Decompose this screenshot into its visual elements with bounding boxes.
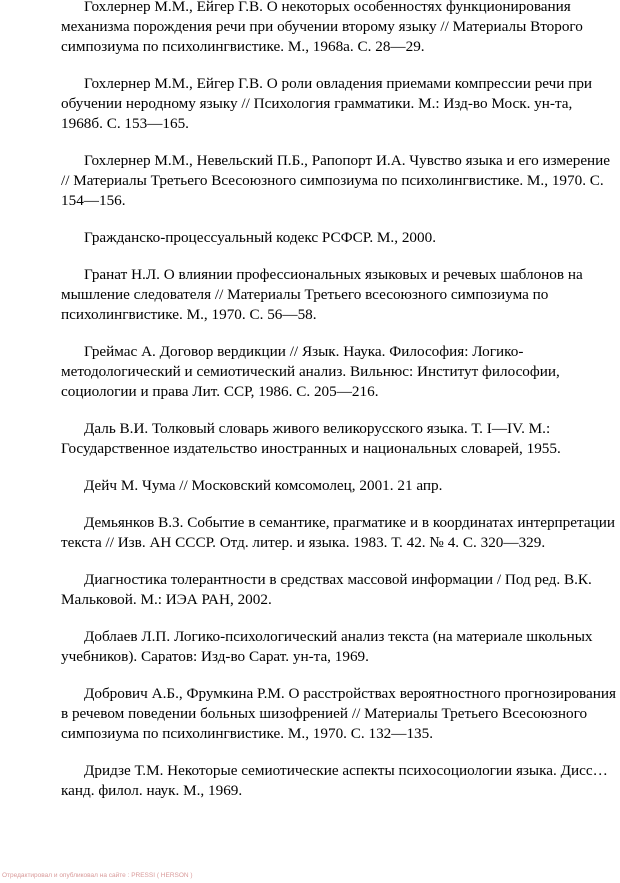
reference-list xyxy=(61,0,616,818)
reference-entry: Гражданско-процессуальный кодекс РСФСР. М., 2000. xyxy=(84,229,436,246)
reference-entry: Даль В.И. Толковый словарь живого великорусского языка. Т. I—IV. М.: Государственное издательство иностранных и национальных словарей, 1955. xyxy=(61,420,561,457)
reference-entry: Дридзе Т.М. Некоторые семиотические аспекты психосоциологии языка. Дисс…канд. филол. наук. М., 1969. xyxy=(61,762,608,799)
publisher-footer: Отредактировал и опубликовал на сайте : PRESSI ( HERSON ) xyxy=(2,872,193,879)
reference-entry: Диагностика толерантности в средствах массовой информации / Под ред. В.К. Мальковой. М.: ИЭА РАН, 2002. xyxy=(61,571,592,608)
reference-entry: Гранат Н.Л. О влиянии профессиональных языковых и речевых шаблонов на мышление следователя // Материалы Третьего всесоюзного симпозиума по психолингвистике. М., 1970. С. 56—58. xyxy=(61,266,583,323)
reference-entry: Дейч М. Чума // Московский комсомолец, 2001. 21 апр. xyxy=(84,477,443,494)
reference-entry: Гохлернер М.М., Ейгер Г.В. О некоторых особенностях функционирования механизма порождения речи при обучении второму языку // Материалы Второго симпозиума по психолингвистике. М., 1968а. С. 28—29. xyxy=(61,0,583,55)
reference-entry: Греймас А. Договор вердикции // Язык. Наука. Философия: Логико-методологический и семиотический анализ. Вильнюс: Институт философии, социологии и права Лит. ССР, 1986. С. 205—216. xyxy=(61,343,560,400)
reference-entry: Доблаев Л.П. Логико-психологический анализ текста (на материале школьных учебников). Саратов: Изд-во Сарат. ун-та, 1969. xyxy=(61,628,593,665)
reference-entry: Гохлернер М.М., Ейгер Г.В. О роли овладения приемами компрессии речи при обучении неродному языку // Психология грамматики. М.: Изд-во Моск. ун-та, 1968б. С. 153—165. xyxy=(61,75,593,132)
reference-entry: Гохлернер М.М., Невельский П.Б., Рапопорт И.А. Чувство языка и его измерение // Материалы Третьего Всесоюзного симпозиума по психолингвистике. М., 1970. С. 154—156. xyxy=(61,152,611,209)
reference-entry: Добрович А.Б., Фрумкина Р.М. О расстройствах вероятностного прогнозирования в речевом поведении больных шизофренией // Материалы Третьего Всесоюзного симпозиума по психолингвистике. М., 1970. С. 132—135. xyxy=(61,685,617,742)
reference-entry: Демьянков В.З. Событие в семантике, прагматике и в координатах интерпретации текста // Изв. АН СССР. Отд. литер. и языка. 1983. Т. 42. № 4. С. 320—329. xyxy=(61,514,615,551)
